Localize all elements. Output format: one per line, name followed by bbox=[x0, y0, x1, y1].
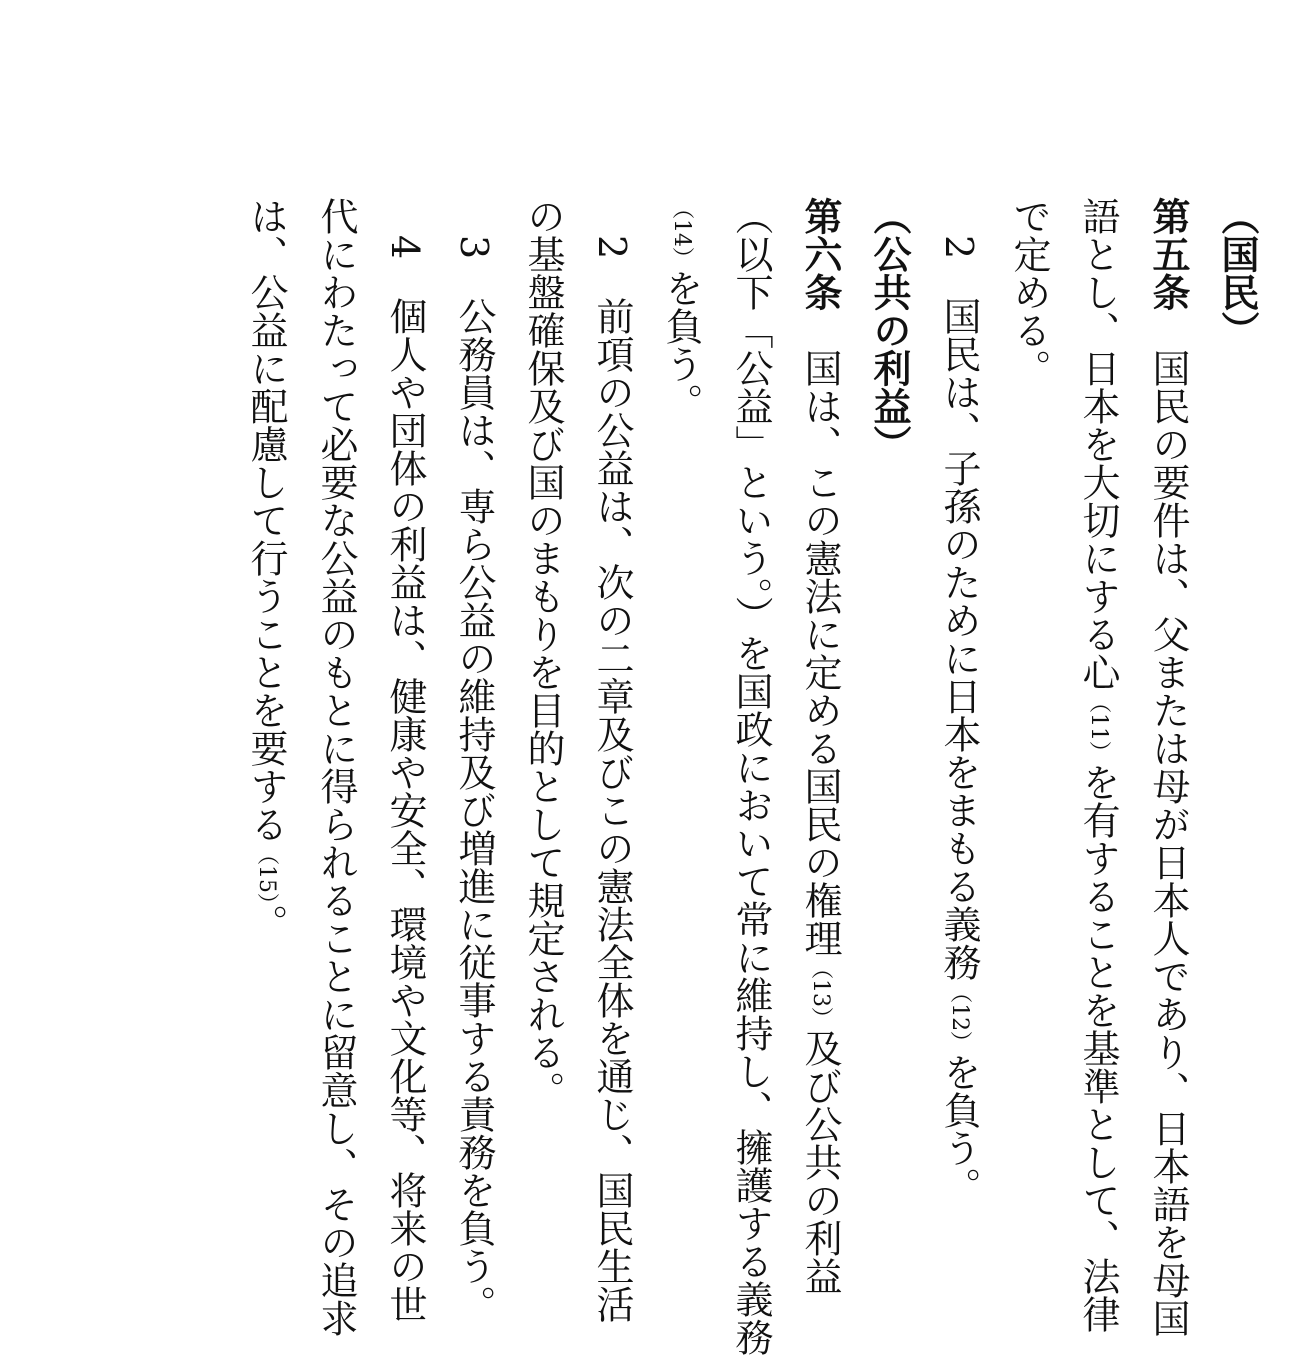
section-heading-public-interest-text: （公共の利益） bbox=[867, 197, 912, 463]
article-6-paragraph-2 bbox=[508, 197, 646, 1357]
paragraph-number: 3 bbox=[452, 235, 496, 260]
article-5-label: 第五条 bbox=[1146, 197, 1191, 311]
article-6-text: 国は、この憲法に定める国民の権理 bbox=[798, 349, 842, 957]
article-5-text-cont: を有することを基準として、法律で定める。 bbox=[1007, 197, 1120, 1333]
article-5-paragraph-2 bbox=[924, 197, 994, 1357]
paragraph-text: 前項の公益は、次の二章及びこの憲法全体を通じ、国民生活の基盤確保及び国のまもりを目的として規定される。 bbox=[521, 197, 634, 1324]
paragraph-text: 国民は、子孫のために日本をまもる義務 bbox=[937, 297, 981, 982]
article-5-text: 国民の要件は、父または母が日本人であり、日本語を母国語とし、日本を大切にする心 bbox=[1076, 197, 1190, 1337]
note-14: （14） bbox=[669, 197, 694, 269]
paragraph-text: 公務員は、専ら公益の維持及び増進に従事する責務を負う。 bbox=[452, 297, 496, 1324]
note-15: （15） bbox=[254, 843, 279, 904]
paragraph-number: 2 bbox=[590, 235, 634, 260]
vertical-text-body bbox=[231, 197, 1272, 1357]
paragraph-number: 2 bbox=[937, 235, 981, 260]
section-heading-public-interest bbox=[855, 197, 924, 1357]
note-13: （13） bbox=[808, 957, 833, 1029]
paragraph-text-cont: を負う。 bbox=[937, 1053, 981, 1206]
section-heading-kokumin-text: （国民） bbox=[1215, 197, 1260, 349]
article-6-label: 第六条 bbox=[798, 197, 843, 311]
article-6-text-cont: 及び公共の利益（以下「公益」という。）を国政において常に維持し、擁護する義務 bbox=[729, 197, 842, 1356]
note-12: （12） bbox=[947, 981, 972, 1054]
article-6-text-end: を負う。 bbox=[659, 269, 703, 421]
article-5 bbox=[994, 197, 1203, 1357]
section-heading-kokumin bbox=[1203, 197, 1272, 1357]
article-6-paragraph-4 bbox=[231, 197, 439, 1357]
article-6-paragraph-3 bbox=[439, 197, 508, 1357]
paragraph-text: 個人や団体の利益は、健康や安全、環境や文化等、将来の世代にわたって必要な公益のもとに得られることに留意し、その追求は、公益に配慮して行うことを要する bbox=[244, 197, 427, 1337]
paragraph-text-end: 。 bbox=[244, 904, 288, 942]
note-11: （11） bbox=[1086, 691, 1111, 763]
paragraph-number: 4 bbox=[383, 235, 427, 260]
article-6 bbox=[646, 197, 855, 1357]
